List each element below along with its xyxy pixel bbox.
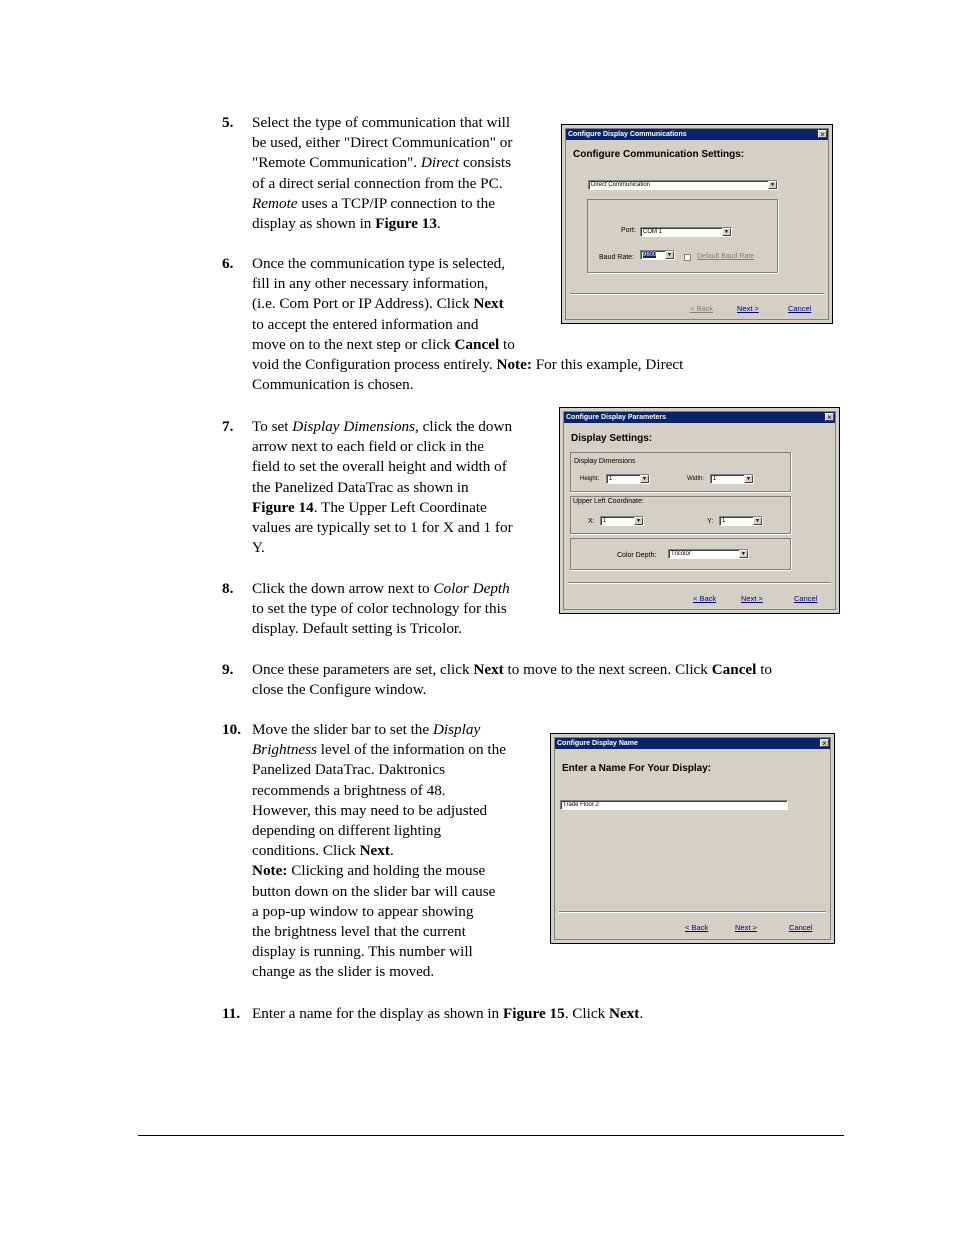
y-select[interactable]: 1 ▼ <box>719 516 763 526</box>
next-button[interactable]: Next > <box>735 923 757 932</box>
dialog-title-bar: Configure Display Name × <box>555 738 830 749</box>
height-select[interactable]: 1 ▼ <box>606 474 650 484</box>
close-icon[interactable]: × <box>820 739 829 747</box>
chevron-down-icon[interactable]: ▼ <box>739 550 748 558</box>
back-button[interactable]: < Back <box>685 923 709 932</box>
close-icon[interactable]: × <box>825 413 834 421</box>
chevron-down-icon[interactable]: ▼ <box>665 251 674 259</box>
x-label: X: <box>588 518 595 525</box>
chevron-down-icon[interactable]: ▼ <box>640 475 649 483</box>
step-number: 6. <box>222 255 234 272</box>
step-text: Move the slider bar to set the Display Brightness level of the information on the Panelized DataTrac. Daktronics recommends a brightness of 48. However, this may need to be adjusted depending on different lighting conditions. Click Next. Note: Clicking and holding the mouse button down on the slider bar will cause a pop-up window to appear showing the brightness level that the current display is running. This number will change as the slider is moved. <box>252 721 506 981</box>
step-text: Enter a name for the display as shown in Figure 15. Click Next. <box>252 1005 644 1022</box>
default-baud-rate-checkbox[interactable] <box>684 254 691 261</box>
step-number: 11. <box>222 1005 241 1022</box>
step-text: Select the type of communication that will be used, either "Direct Communication" or "Remote Communication". Direct consists of a direct serial connection from the PC. Remote uses a TCP/IP connection to the display as shown in Figure 13. <box>252 114 513 233</box>
step-number: 10. <box>222 721 241 738</box>
dialog-heading: Display Settings: <box>571 433 653 444</box>
cancel-button[interactable]: Cancel <box>789 923 813 932</box>
back-button[interactable]: < Back <box>690 304 714 313</box>
step-number: 5. <box>222 114 234 131</box>
width-select[interactable]: 1 ▼ <box>710 474 754 484</box>
dialog-title-bar: Configure Display Parameters × <box>564 412 835 423</box>
close-icon[interactable]: × <box>818 130 827 138</box>
baud-rate-select[interactable]: 9600 ▼ <box>640 250 675 260</box>
footer-rule <box>138 1135 844 1136</box>
step-text: Once these parameters are set, click Next to move to the next screen. Click Cancel to close the Configure window. <box>252 661 773 699</box>
chevron-down-icon[interactable]: ▼ <box>744 475 753 483</box>
height-label: Height: <box>580 476 600 482</box>
port-select[interactable]: COM 1 ▼ <box>640 227 732 237</box>
color-depth-label: Color Depth: <box>617 552 657 559</box>
dialog-configure-parameters <box>559 407 840 614</box>
step-text: Once the communication type is selected, fill in any other necessary information, (i.e. Com Port or IP Address). Click Next to accept the entered information and move on to the next step or click Cancel to void the Configuration process entirely. Note: For this example, Direct Communication is chosen. <box>252 255 684 394</box>
chevron-down-icon[interactable]: ▼ <box>768 181 777 189</box>
step-number: 8. <box>222 580 234 597</box>
width-label: Width: <box>687 476 705 482</box>
x-select[interactable]: 1 ▼ <box>600 516 644 526</box>
next-button[interactable]: Next > <box>737 304 759 313</box>
dialog-title-bar: Configure Display Communications × <box>566 129 828 140</box>
default-baud-rate-label: Default Baud Rate <box>697 253 755 260</box>
color-depth-select[interactable]: Tricolor ▼ <box>668 549 749 559</box>
chevron-down-icon[interactable]: ▼ <box>634 517 643 525</box>
port-label: Port: <box>621 227 636 234</box>
baud-rate-label: Baud Rate: <box>599 254 635 261</box>
display-dimensions-label: Display Dimensions <box>574 458 636 465</box>
cancel-button[interactable]: Cancel <box>794 594 818 603</box>
cancel-button[interactable]: Cancel <box>788 304 812 313</box>
y-label: Y: <box>707 518 714 525</box>
upper-left-coordinate-label: Upper Left Coordinate: <box>573 498 644 505</box>
dialog-configure-communications <box>561 124 833 324</box>
next-button[interactable]: Next > <box>741 594 763 603</box>
chevron-down-icon[interactable]: ▼ <box>753 517 762 525</box>
back-button[interactable]: < Back <box>693 594 717 603</box>
dialog-heading: Configure Communication Settings: <box>573 149 745 160</box>
dialog-configure-name <box>550 733 835 944</box>
display-name-input[interactable]: Trade Floor 2 <box>560 800 788 810</box>
communication-type-select[interactable]: Direct Communication ▼ <box>588 180 778 190</box>
chevron-down-icon[interactable]: ▼ <box>722 228 731 236</box>
step-text: To set Display Dimensions, click the down arrow next to each field or click in the field to set the overall height and width of the Panelized DataTrac as shown in Figure 14. The Upper Left Coordinate values are typically set to 1 for X and 1 for Y. <box>252 418 513 557</box>
step-number: 7. <box>222 418 234 435</box>
dialog-heading: Enter a Name For Your Display: <box>562 763 712 774</box>
step-text: Click the down arrow next to Color Depth to set the type of color technology for this display. Default setting is Tricolor. <box>252 580 510 638</box>
step-number: 9. <box>222 661 234 678</box>
